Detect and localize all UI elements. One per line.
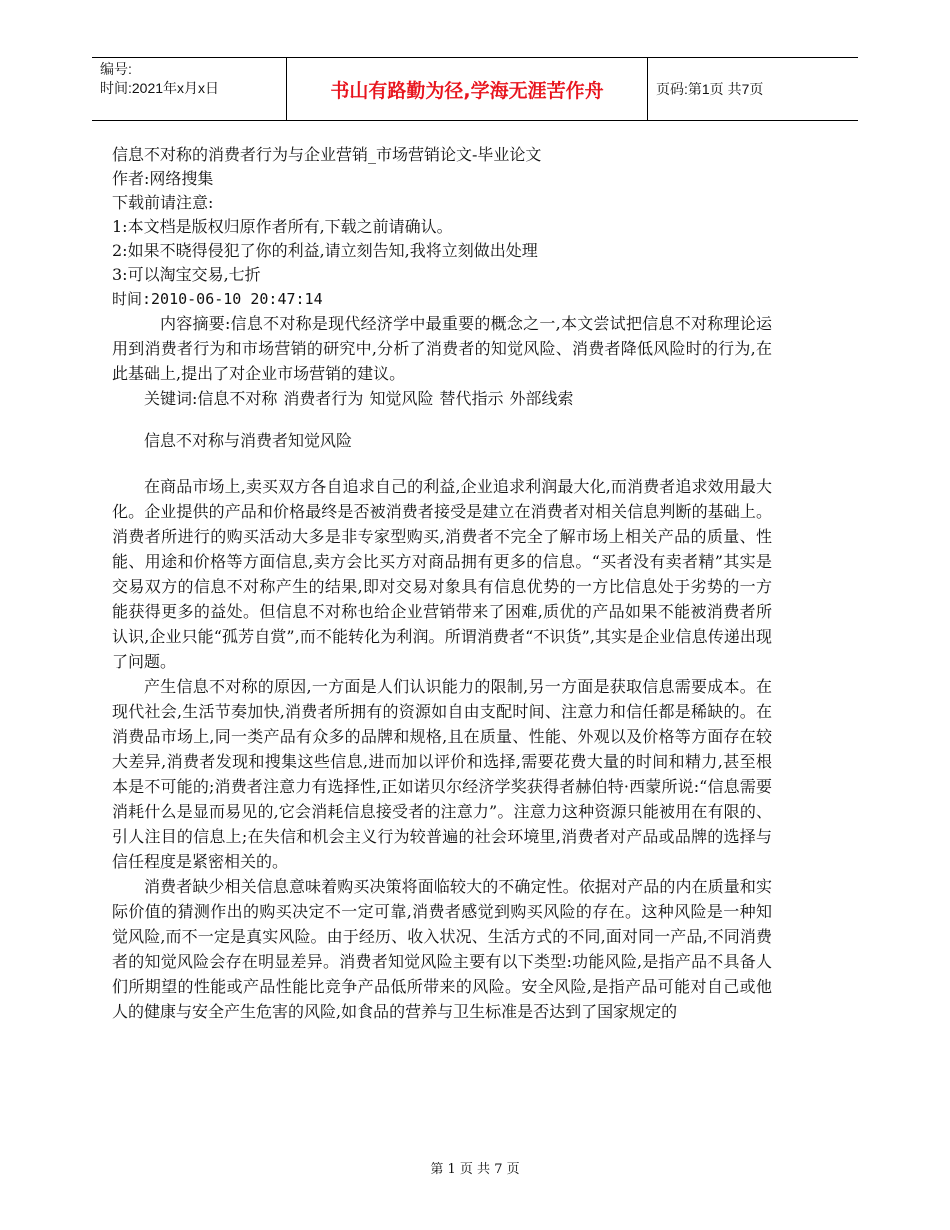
time-label: 时间:2021年x月x日 bbox=[100, 80, 220, 96]
notice-item-1: 1:本文档是版权归原作者所有,下载之前请确认。 bbox=[112, 217, 453, 236]
header-meta bbox=[92, 58, 286, 120]
number-label: 编号: bbox=[100, 61, 132, 77]
author-line: 作者:网络搜集 bbox=[112, 169, 214, 188]
notice-item-2: 2:如果不晓得侵犯了你的利益,请立刻告知,我将立刻做出处理 bbox=[112, 241, 538, 260]
header-page-info: 页码:第1页 共7页 bbox=[656, 81, 764, 97]
section-heading: 信息不对称与消费者知觉风险 bbox=[144, 431, 353, 450]
document-body bbox=[112, 143, 772, 1024]
page-footer: 第 1 页 共 7 页 bbox=[430, 1162, 520, 1177]
notice-item-3: 3:可以淘宝交易,七折 bbox=[112, 265, 261, 284]
keyword-item: 消费者行为 bbox=[283, 389, 364, 408]
body-paragraph: 消费者缺少相关信息意味着购买决策将面临较大的不确定性。依据对产品的内在质量和实际价值的猜测作出的购买决定不一定可靠,消费者感觉到购买风险的存在。这种风险是一种知觉风险,而不一定是真实风险。由于经历、收入状况、生活方式的不同,面对同一产品,不同消费者的知觉风险会存在明显差异。消费者知觉风险主要有以下类型:功能风险,是指产品不具备人们所期望的性能或产品性能比竞争产品低所带来的风险。安全风险,是指产品可能对自己或他人的健康与安全产生危害的风险,如食品的营养与卫生标准是否达到了国家规定的 bbox=[112, 877, 772, 1021]
page-header bbox=[92, 57, 858, 121]
keyword-item: 信息不对称 bbox=[197, 389, 278, 408]
keyword-item: 外部线索 bbox=[509, 389, 574, 408]
document-title: 信息不对称的消费者行为与企业营销_市场营销论文-毕业论文 bbox=[112, 145, 542, 164]
time-line: 时间:2010-06-10 20:47:14 bbox=[112, 290, 323, 308]
keywords-label: 关键词: bbox=[144, 389, 198, 408]
notice-heading: 下载前请注意: bbox=[112, 193, 214, 212]
keywords-line bbox=[112, 386, 772, 411]
body-paragraph: 产生信息不对称的原因,一方面是人们认识能力的限制,另一方面是获取信息需要成本。在现代社会,生活节奏加快,消费者所拥有的资源如自由支配时间、注意力和信任都是稀缺的。在消费品市场上,同一类产品有众多的品牌和规格,且在质量、性能、外观以及价格等方面存在较大差异,消费者发现和搜集这些信息,进而加以评价和选择,需要花费大量的时间和精力,甚至根本是不可能的;消费者注意力有选择性,正如诺贝尔经济学奖获得者赫伯特·西蒙所说:“信息需要消耗什么是显而易见的,它会消耗信息接受者的注意力”。注意力这种资源只能被用在有限的、引人注目的信息上;在失信和机会主义行为较普遍的社会环境里,消费者对产品或品牌的选择与信任程度是紧密相关的。 bbox=[112, 677, 772, 871]
header-motto: 书山有路勤为径,学海无涯苦作舟 bbox=[286, 58, 648, 120]
abstract-paragraph: 内容摘要:信息不对称是现代经济学中最重要的概念之一,本文尝试把信息不对称理论运用到消费者行为和市场营销的研究中,分析了消费者的知觉风险、消费者降低风险时的行为,在此基础上,提出了对企业市场营销的建议。 bbox=[112, 314, 772, 383]
keyword-item: 替代指示 bbox=[439, 389, 504, 408]
keyword-item: 知觉风险 bbox=[369, 389, 434, 408]
body-paragraph: 在商品市场上,卖买双方各自追求自己的利益,企业追求利润最大化,而消费者追求效用最大化。企业提供的产品和价格最终是否被消费者接受是建立在消费者对相关信息判断的基础上。消费者所进行的购买活动大多是非专家型购买,消费者不完全了解市场上相关产品的质量、性能、用途和价格等方面信息,卖方会比买方对商品拥有更多的信息。“买者没有卖者精”其实是交易双方的信息不对称产生的结果,即对交易对象具有信息优势的一方比信息处于劣势的一方能获得更多的益处。但信息不对称也给企业营销带来了困难,质优的产品如果不能被消费者所认识,企业只能“孤芳自赏”,而不能转化为利润。所谓消费者“不识货”,其实是企业信息传递出现了问题。 bbox=[112, 477, 772, 671]
